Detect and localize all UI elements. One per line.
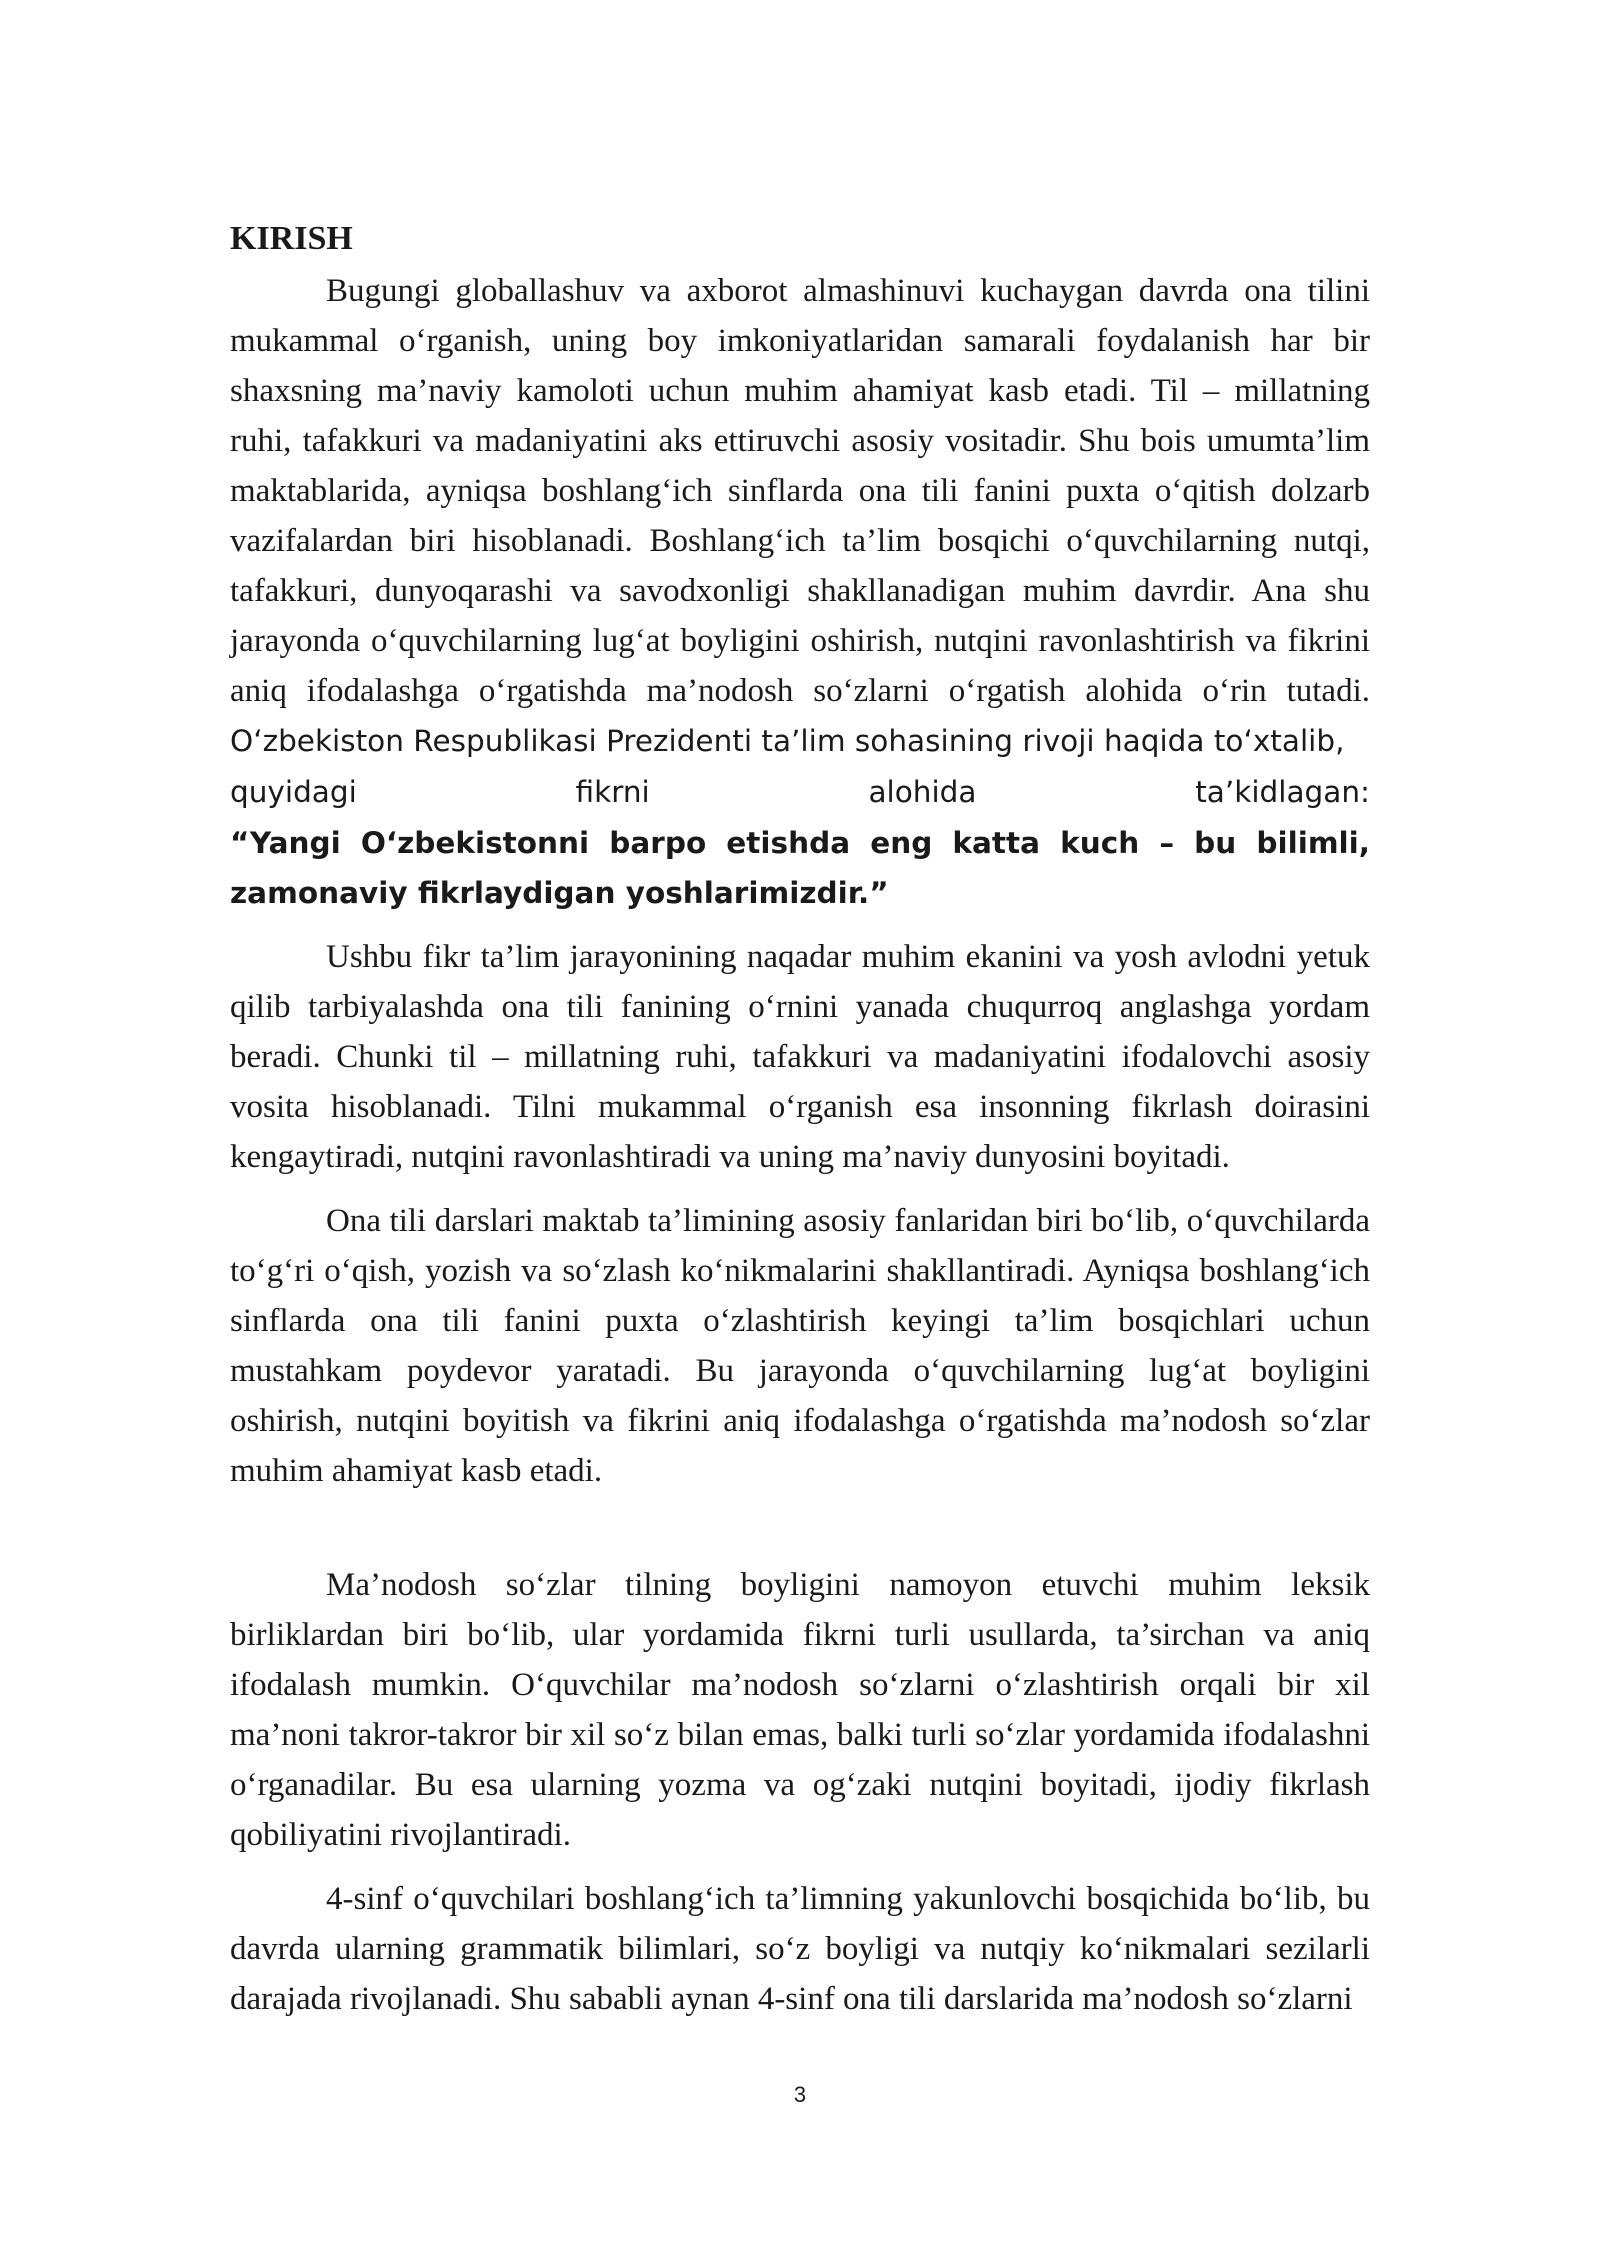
quote-intro-line (230, 766, 1370, 818)
quote-intro-word: alohida (868, 775, 977, 809)
paragraph-intro-text: Bugungi globallashuv va axborot almashinuvi kuchaygan davrda ona tilini mukammal o‘rganish, uning boy imkoniyatlaridan samarali foydalanish har bir shaxsning ma’naviy kamoloti uchun muhim ahamiyat kasb etadi. Til – millatning ruhi, tafakkuri va madaniyatini aks ettiruvchi asosiy vositadir. Shu bois umumta’lim maktablarida, ayniqsa boshlang‘ich sinflarda ona tili fanini puxta o‘qitish dolzarb vazifalardan biri hisoblanadi. Boshlang‘ich ta’lim bosqichi o‘quvchilarning nutqi, tafakkuri, dunyoqarashi va savodxonligi shakllanadigan muhim davrdir. Ana shu jarayonda o‘quvchilarning lug‘at boyligini oshirish, nutqini ravonlashtirish va fikrini aniq ifodalashga o‘rgatishda ma’nodosh so‘zlarni o‘rgatish alohida o‘rin tutadi. (230, 273, 1370, 709)
president-quote: “Yangi O‘zbekistonni barpo etishda eng katta kuch – bu bilimli, zamonaviy fikrlaydigan yoshlarimizdir.” (230, 826, 1370, 910)
paragraph-2: Ushbu fikr ta’lim jarayonining naqadar muhim ekanini va yosh avlodni yetuk qilib tarbiyalashda ona tili fanining o‘rnini yanada chuqurroq anglashga yordam beradi. Chunki til – millatning ruhi, tafakkuri va madaniyatini ifodalovchi asosiy vosita hisoblanadi. Tilni mukammal o‘rganish esa insonning fikrlash doirasini kengaytiradi, nutqini ravonlashtiradi va uning ma’naviy dunyosini boyitadi. (230, 939, 1370, 1175)
page-number: 3 (793, 2082, 807, 2107)
paragraph-3: Ona tili darslari maktab ta’limining asosiy fanlaridan biri bo‘lib, o‘quvchilarda to‘g‘ri o‘qish, yozish va so‘zlash ko‘nikmalarini shakllantiradi. Ayniqsa boshlang‘ich sinflarda ona tili fanini puxta o‘zlashtirish keyingi ta’lim bosqichlari uchun mustahkam poydevor yaratadi. Bu jarayonda o‘quvchilarning lug‘at boyligini oshirish, nutqini boyitish va fikrini aniq ifodalashga o‘rgatishda ma’nodosh so‘zlar muhim ahamiyat kasb etadi. (230, 1203, 1370, 1489)
paragraph-5: 4-sinf o‘quvchilari boshlang‘ich ta’limning yakunlovchi bosqichida bo‘lib, bu davrda ularning grammatik bilimlari, so‘z boyligi va nutqiy ko‘nikmalari sezilarli darajada rivojlanadi. Shu sababli aynan 4-sinf ona tili darslarida ma’nodosh so‘zlarni (230, 1881, 1370, 2017)
paragraph-intro-sans-text: O‘zbekiston Respublikasi Prezidenti ta’lim sohasining rivoji haqida to‘xtalib, (230, 724, 1345, 758)
quote-intro-word: quyidagi (230, 775, 357, 809)
paragraph-4: Ma’nodosh so‘zlar tilning boyligini namoyon etuvchi muhim leksik birliklardan biri bo‘lib, ular yordamida fikrni turli usullarda, ta’sirchan va aniq ifodalash mumkin. O‘quvchilar ma’nodosh so‘zlarni o‘zlashtirish orqali bir xil ma’noni takror-takror bir xil so‘z bilan emas, balki turli so‘zlar yordamida ifodalashni o‘rganadilar. Bu esa ularning yozma va og‘zaki nutqini boyitadi, ijodiy fikrlash qobiliyatini rivojlantiradi. (230, 1567, 1370, 1853)
paragraph-intro (230, 266, 1370, 766)
quote-intro-word: fikrni (575, 775, 650, 809)
quote-intro-word: ta’kidlagan: (1195, 775, 1370, 809)
page-content (230, 212, 1370, 2024)
section-heading: KIRISH (230, 220, 353, 257)
